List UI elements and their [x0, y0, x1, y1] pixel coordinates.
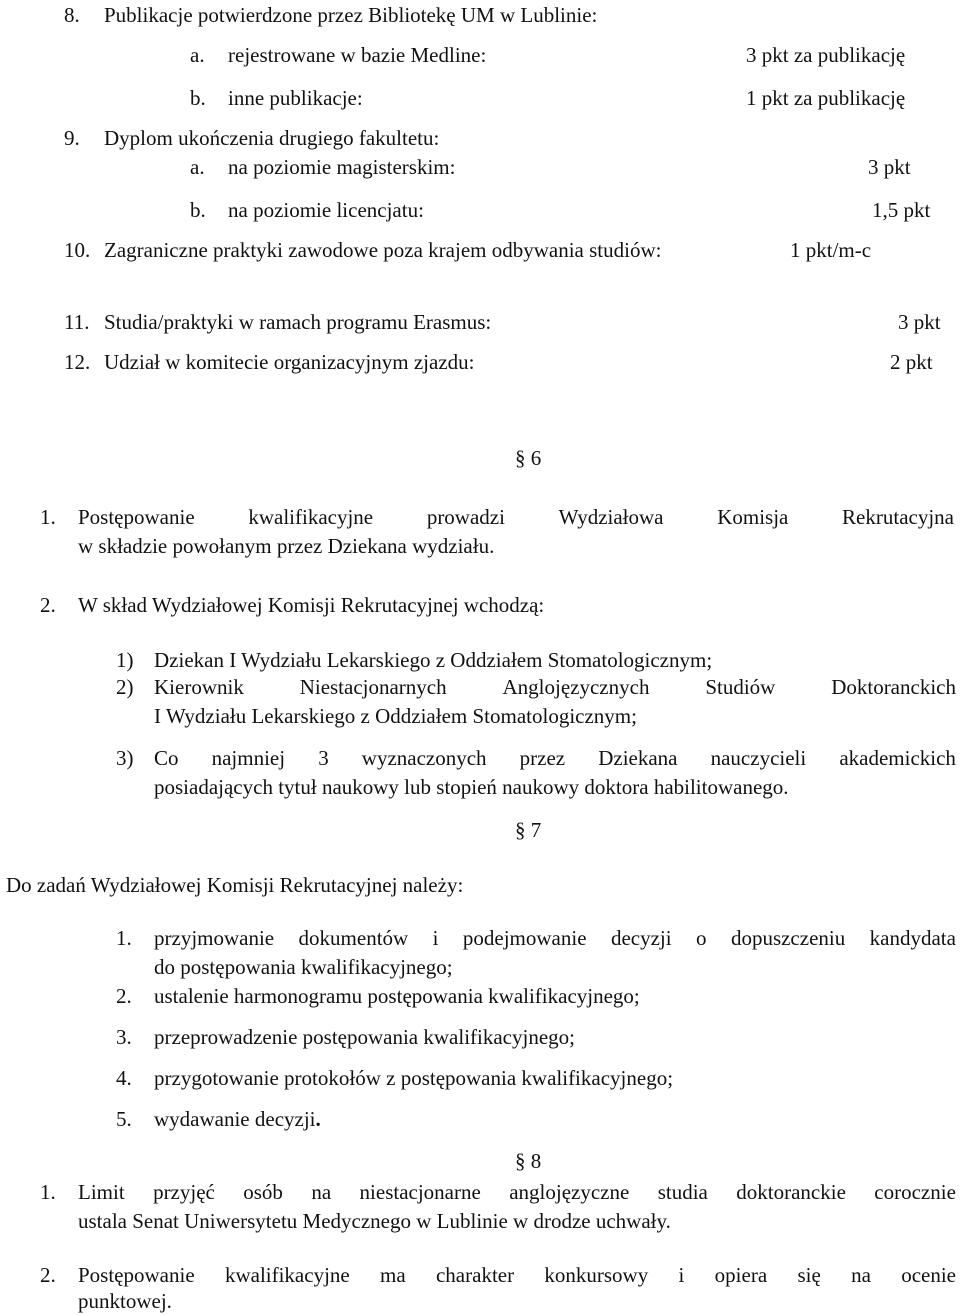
word: najmniej: [211, 746, 286, 770]
section-8-heading: § 8: [515, 1149, 542, 1173]
item-10-value: 1 pkt/m-c: [790, 238, 872, 262]
item-11-value: 3 pkt: [898, 310, 941, 334]
s7-task4-text: przygotowanie protokołów z postępowania kwalifikacyjnego;: [154, 1066, 674, 1090]
s6-sub2-number: 2): [116, 675, 134, 699]
item-9b-letter: b.: [190, 198, 206, 222]
section-7-heading: § 7: [515, 818, 542, 842]
s6-sub2-line2: I Wydziału Lekarskiego z Oddziałem Stomatologicznym;: [154, 704, 637, 728]
s7-task5-dot: .: [315, 1107, 321, 1131]
item-9-number: 9.: [64, 126, 80, 150]
word: o: [696, 926, 707, 950]
s7-task3-text: przeprowadzenie postępowania kwalifikacyjnego;: [154, 1025, 575, 1049]
word: dopuszczeniu: [730, 926, 846, 950]
word: kandydata: [869, 926, 956, 950]
s7-task2-number: 2.: [116, 984, 132, 1008]
word: Rekrutacyjna: [842, 505, 954, 529]
s6-sub3-number: 3): [116, 746, 134, 770]
s7-task1-line2: do postępowania kwalifikacyjnego;: [154, 955, 453, 979]
item-12-number: 12.: [64, 350, 91, 374]
word: opiera: [714, 1263, 768, 1287]
s8-p1-number: 1.: [40, 1180, 56, 1204]
s6-p2-text: W skład Wydziałowej Komisji Rekrutacyjnej wchodzą:: [78, 593, 545, 617]
word: konkursowy: [544, 1263, 649, 1287]
word: dokumentów: [298, 926, 409, 950]
s6-sub2-line1: [154, 675, 956, 699]
word: kwalifikacyjne: [248, 505, 374, 529]
word: Wydziałowa: [558, 505, 664, 529]
word: corocznie: [874, 1180, 956, 1204]
item-11-text: Studia/praktyki w ramach programu Erasmus:: [104, 310, 492, 334]
s6-p1-line2: w składzie powołanym przez Dziekana wydziału.: [78, 534, 495, 558]
s6-sub3-line1: [154, 746, 956, 770]
item-8a-letter: a.: [190, 43, 205, 67]
word: osób: [243, 1180, 283, 1204]
s6-sub1-number: 1): [116, 648, 134, 672]
word: niestacjonarne: [359, 1180, 481, 1204]
word: Anglojęzycznych: [502, 675, 650, 699]
word: doktoranckie: [736, 1180, 846, 1204]
item-11-number: 11.: [64, 310, 90, 334]
s8-p2-number: 2.: [40, 1263, 56, 1287]
word: charakter: [435, 1263, 515, 1287]
item-8b-letter: b.: [190, 86, 206, 110]
word: i: [432, 926, 439, 950]
word: nauczycieli: [710, 746, 807, 770]
s7-task5-number: 5.: [116, 1107, 132, 1131]
s6-sub3-line2: posiadających tytuł naukowy lub stopień naukowy doktora habilitowanego.: [154, 775, 789, 799]
word: kwalifikacyjne: [224, 1263, 350, 1287]
word: akademickich: [839, 746, 956, 770]
word: Studiów: [705, 675, 776, 699]
item-8b-text: inne publikacje:: [228, 86, 363, 110]
word: ocenie: [901, 1263, 956, 1287]
item-9a-value: 3 pkt: [868, 155, 911, 179]
item-8-number: 8.: [64, 3, 80, 27]
word: Limit: [78, 1180, 125, 1204]
word: na: [311, 1180, 332, 1204]
word: się: [797, 1263, 821, 1287]
item-10-number: 10.: [64, 238, 91, 262]
s8-p1-line1: [78, 1180, 956, 1204]
section-6-heading: § 6: [515, 446, 542, 470]
word: przyjęć: [153, 1180, 215, 1204]
word: na: [851, 1263, 871, 1287]
word: Co: [154, 746, 179, 770]
s8-p1-line2: ustala Senat Uniwersytetu Medycznego w Lublinie w drodze uchwały.: [78, 1209, 671, 1233]
word: Komisja: [717, 505, 789, 529]
s7-intro: Do zadań Wydziałowej Komisji Rekrutacyjnej należy:: [6, 873, 464, 897]
word: Postępowanie: [78, 505, 195, 529]
word: anglojęzyczne: [509, 1180, 630, 1204]
word: podejmowanie: [462, 926, 587, 950]
s6-p1-number: 1.: [40, 505, 56, 529]
s7-task2-text: ustalenie harmonogramu postępowania kwalifikacyjnego;: [154, 984, 640, 1008]
word: przez: [519, 746, 566, 770]
word: Doktoranckich: [831, 675, 956, 699]
word: przyjmowanie: [154, 926, 275, 950]
s7-task1-number: 1.: [116, 926, 132, 950]
s7-task5-line: [154, 1107, 321, 1131]
s8-p2-line2: punktowej.: [78, 1289, 172, 1313]
item-8b-value: 1 pkt za publikację: [746, 86, 906, 110]
word: studia: [657, 1180, 708, 1204]
word: ma: [380, 1263, 406, 1287]
s6-p2-number: 2.: [40, 593, 56, 617]
item-8a-value: 3 pkt za publikację: [746, 43, 906, 67]
word: Postępowanie: [78, 1263, 195, 1287]
s7-task4-number: 4.: [116, 1066, 132, 1090]
word: i: [678, 1263, 685, 1287]
item-10-text: Zagraniczne praktyki zawodowe poza krajem odbywania studiów:: [104, 238, 662, 262]
word: decyzji: [610, 926, 672, 950]
word: wyznaczonych: [361, 746, 487, 770]
word: Niestacjonarnych: [299, 675, 447, 699]
s7-task1-line1: [154, 926, 956, 950]
s7-task5-text: wydawanie decyzji: [154, 1107, 316, 1131]
word: Kierownik: [154, 675, 244, 699]
word: prowadzi: [426, 505, 505, 529]
item-9-text: Dyplom ukończenia drugiego fakultetu:: [104, 126, 440, 150]
item-8a-text: rejestrowane w bazie Medline:: [228, 43, 487, 67]
s7-task3-number: 3.: [116, 1025, 132, 1049]
word: 3: [318, 746, 329, 770]
item-8-text: Publikacje potwierdzone przez Bibliotekę UM w Lublinie:: [104, 3, 598, 27]
item-9b-value: 1,5 pkt: [872, 198, 931, 222]
item-9b-text: na poziomie licencjatu:: [228, 198, 424, 222]
item-9a-text: na poziomie magisterskim:: [228, 155, 456, 179]
word: Dziekana: [598, 746, 678, 770]
item-12-text: Udział w komitecie organizacyjnym zjazdu:: [104, 350, 475, 374]
item-12-value: 2 pkt: [890, 350, 933, 374]
s8-p2-line1: [78, 1263, 956, 1287]
item-9a-letter: a.: [190, 155, 205, 179]
s6-p1-line1: [78, 505, 954, 529]
s6-sub1-text: Dziekan I Wydziału Lekarskiego z Oddziałem Stomatologicznym;: [154, 648, 713, 672]
